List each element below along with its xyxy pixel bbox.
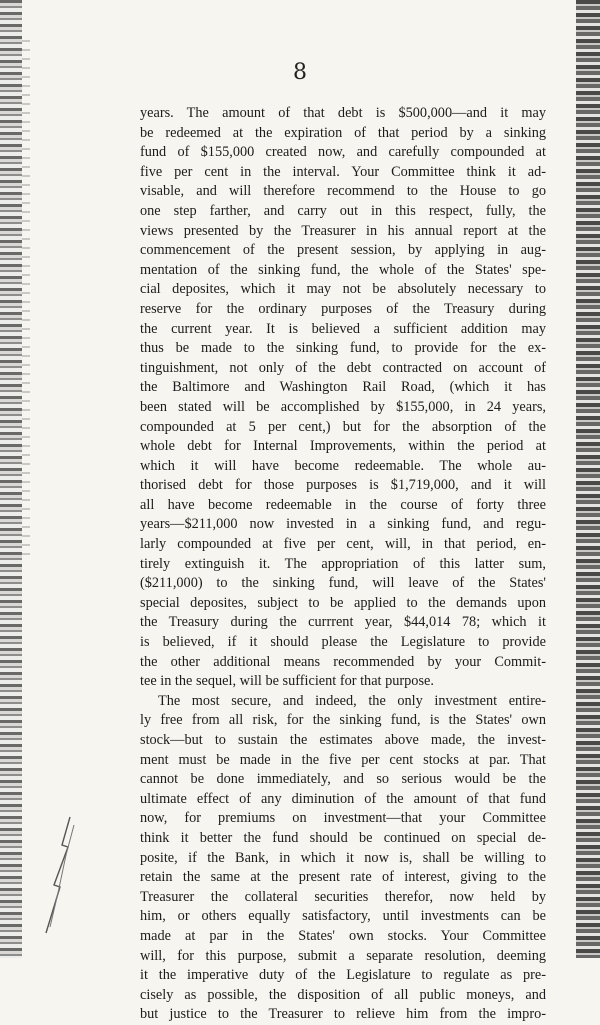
text-line: the other additional means recommended by your Commit- [140, 653, 546, 670]
text-line: him, or others equally satisfactory, until investments can be [140, 908, 546, 925]
text-line: tee in the sequel, will be sufficient for that purpose. [140, 673, 434, 690]
text-line: think it better the fund should be continued on special de- [140, 829, 546, 846]
text-line: ($211,000) to the sinking fund, will leave of the States' [140, 575, 546, 592]
binding-edge-right [576, 0, 600, 958]
body-text [140, 104, 546, 1025]
text-line: years. The amount of that debt is $500,000—and it may [140, 105, 546, 121]
text-line: ultimate effect of any diminution of the amount of that fund [140, 790, 546, 807]
text-line: posite, if the Bank, in which it now is, shall be willing to [140, 849, 546, 866]
text-line: five per cent in the interval. Your Committee think it ad- [140, 163, 546, 180]
margin-scribble [40, 815, 80, 935]
text-line: is believed, if it should please the Legislature to provide [140, 634, 546, 651]
text-line: cisely as possible, the disposition of all public moneys, and [140, 986, 546, 1003]
text-line: one step farther, and carry out in this respect, fully, the [140, 202, 546, 219]
text-line: stock—but to sustain the estimates above made, the invest- [140, 732, 546, 748]
text-line: it the imperative duty of the Legislature to regulate as pre- [140, 967, 546, 984]
text-line: all have become redeemable in the course of forty three [140, 496, 546, 513]
text-line: fund of $155,000 created now, and carefully compounded at [140, 144, 546, 161]
text-line: cial deposites, which it may not be absolutely necessary to [140, 281, 546, 298]
text-line: whole debt for Internal Improvements, within the period at [140, 438, 546, 455]
text-line: thorised debt for those purposes is $1,719,000, and it will [140, 477, 546, 494]
text-line: the Treasury during the currrent year, $44,014 78; which it [140, 614, 546, 631]
text-line: compounded at 5 per cent,) but for the absorption of the [140, 418, 546, 435]
text-line: visable, and will therefore recommend to the House to go [140, 183, 546, 200]
text-line: commencement of the present session, by applying in aug- [140, 242, 546, 259]
text-line: larly compounded at five per cent, will, in that period, en- [140, 536, 546, 553]
text-line: ment must be made in the five per cent stocks at par. That [140, 751, 546, 768]
binding-edge-left [0, 0, 22, 958]
text-line: will, for this purpose, submit a separate resolution, deeming [140, 947, 546, 964]
text-line: the Baltimore and Washington Rail Road, (which it has [140, 379, 546, 396]
text-line: Treasurer the collateral securities therefor, now held by [140, 888, 546, 905]
text-line: now, for premiums on investment—that your Committee [140, 810, 546, 827]
text-line: special deposites, subject to be applied to the demands upon [140, 594, 546, 611]
text-line: tinguishment, not only of the debt contracted on account of [140, 359, 546, 376]
page-number: 8 [293, 60, 307, 85]
text-line: years—$211,000 now invested in a sinking fund, and regu- [140, 516, 546, 533]
text-line: ly free from all risk, for the sinking fund, is the States' own [140, 712, 546, 729]
binding-shadow-left [22, 40, 30, 560]
text-line: cannot be done immediately, and so serious would be the [140, 771, 546, 788]
text-line: retain the same at the present rate of interest, giving to the [140, 869, 546, 886]
text-line: mentation of the sinking fund, the whole of the States' spe- [140, 261, 546, 278]
text-line: be redeemed at the expiration of that period by a sinking [140, 124, 546, 141]
text-line: been stated will be accomplished by $155,000, in 24 years, [140, 398, 546, 415]
text-line: the current year. It is believed a sufficient addition may [140, 320, 546, 337]
text-line: reserve for the ordinary purposes of the Treasury during [140, 300, 546, 317]
text-line: made at par in the States' own stocks. Your Committee [140, 927, 546, 944]
text-line: tirely extinguish it. The appropriation of this latter sum, [140, 555, 546, 572]
text-line: views presented by the Treasurer in his annual report at the [140, 222, 546, 239]
text-line: which it will have become redeemable. The whole au- [140, 457, 546, 474]
text-line: The most secure, and indeed, the only investment entire- [158, 692, 546, 709]
text-line: but justice to the Treasurer to relieve him from the impro- [140, 1006, 546, 1023]
text-line: thus be made to the sinking fund, to provide for the ex- [140, 340, 546, 357]
